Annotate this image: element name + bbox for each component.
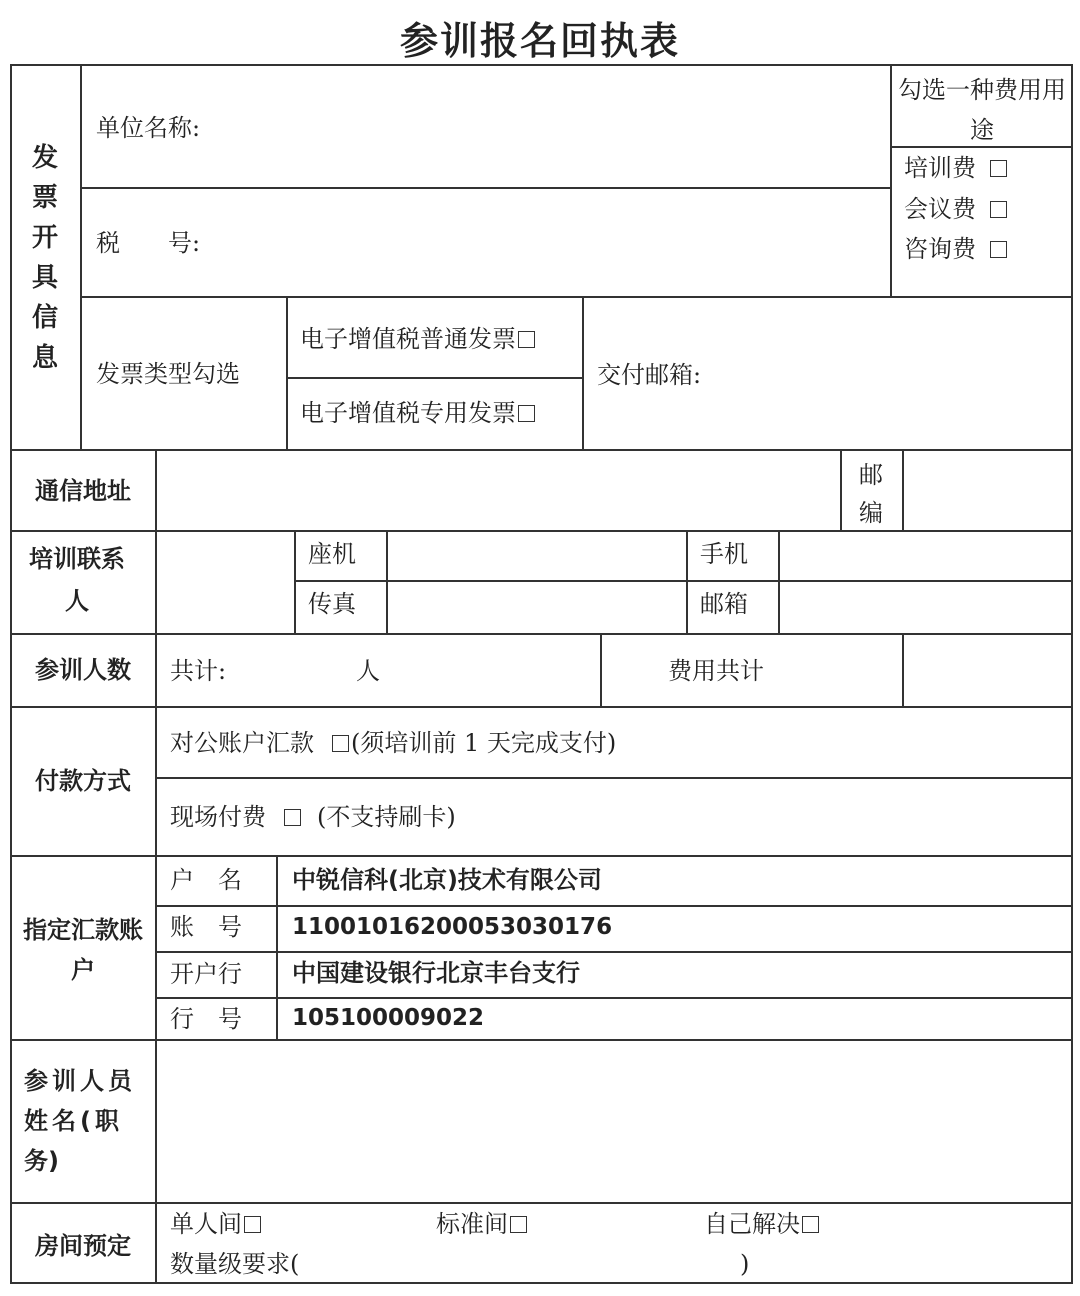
- divider: [10, 855, 1073, 857]
- account-key: 账 号: [170, 913, 242, 941]
- attendee-label-line: 务): [24, 1147, 59, 1175]
- checkbox-icon[interactable]: [332, 735, 349, 752]
- checkbox-icon[interactable]: [244, 1216, 261, 1233]
- divider: [294, 530, 296, 634]
- account-key: 户 名: [170, 866, 242, 894]
- divider: [80, 64, 82, 450]
- address-label: 通信地址: [35, 477, 131, 505]
- divider: [286, 296, 288, 450]
- checkbox-icon[interactable]: [990, 241, 1007, 258]
- fee-option-meeting[interactable]: 会议费: [904, 195, 1007, 224]
- divider: [80, 296, 1073, 298]
- payment-method-label: 付款方式: [35, 767, 131, 795]
- total-label: 共计:: [170, 657, 227, 685]
- divider: [155, 449, 157, 1284]
- divider: [80, 187, 890, 189]
- divider: [386, 530, 388, 634]
- fee-total-label: 费用共计: [668, 657, 764, 685]
- participant-count-label: 参训人数: [35, 656, 131, 684]
- divider: [276, 855, 278, 1040]
- divider: [155, 905, 1073, 907]
- person-unit: 人: [356, 657, 380, 685]
- invoice-section-label: 发票开具信息: [31, 143, 58, 373]
- divider: [10, 706, 1073, 708]
- divider: [10, 449, 1073, 451]
- attendee-label-line: 参训人员: [24, 1067, 136, 1095]
- account-value: 中国建设银行北京丰台支行: [292, 959, 580, 987]
- page-title: 参训报名回执表: [399, 19, 680, 63]
- account-value: 中锐信科(北京)技术有限公司: [292, 866, 602, 894]
- room-self[interactable]: 自己解决: [704, 1210, 819, 1239]
- divider: [10, 633, 1073, 635]
- account-key: 开户行: [170, 960, 242, 988]
- divider: [10, 530, 1073, 532]
- invoice-type-special[interactable]: 电子增值税专用发票: [300, 399, 535, 428]
- account-key: 行 号: [170, 1005, 242, 1033]
- invoice-type-label: 发票类型勾选: [96, 360, 240, 388]
- invoice-type-normal[interactable]: 电子增值税普通发票: [300, 325, 535, 354]
- fee-use-heading: 勾选一种费用用途: [898, 76, 1066, 144]
- quantity-requirement-label: 数量级要求(: [170, 1250, 300, 1278]
- divider: [155, 777, 1073, 779]
- divider: [840, 449, 842, 531]
- landline-label: 座机: [308, 540, 356, 568]
- divider: [155, 951, 1073, 953]
- delivery-email-label: 交付邮箱:: [597, 361, 702, 389]
- fee-option-consulting[interactable]: 咨询费: [904, 235, 1007, 264]
- email-label: 邮箱: [700, 590, 748, 618]
- quantity-requirement-close: ): [740, 1250, 750, 1278]
- checkbox-icon[interactable]: [518, 405, 535, 422]
- divider: [686, 530, 688, 634]
- checkbox-icon[interactable]: [802, 1216, 819, 1233]
- checkbox-icon[interactable]: [518, 331, 535, 348]
- checkbox-icon[interactable]: [284, 809, 301, 826]
- room-standard[interactable]: 标准间: [436, 1210, 527, 1239]
- fee-option-training[interactable]: 培训费: [904, 154, 1007, 183]
- account-label: 指定汇款账户: [23, 916, 143, 984]
- unit-name-label: 单位名称:: [96, 114, 201, 142]
- account-value: 105100009022: [292, 1005, 485, 1031]
- divider: [582, 296, 584, 450]
- postcode-label: 邮编: [859, 461, 883, 527]
- divider: [10, 1202, 1073, 1204]
- payment-option-transfer[interactable]: 对公账户汇款 (须培训前 1 天完成支付): [170, 729, 617, 757]
- divider: [155, 997, 1073, 999]
- divider: [902, 449, 904, 531]
- divider: [778, 530, 780, 634]
- checkbox-icon[interactable]: [510, 1216, 527, 1233]
- mobile-label: 手机: [700, 540, 748, 568]
- room-booking-label: 房间预定: [35, 1232, 131, 1260]
- payment-option-onsite[interactable]: 现场付费 (不支持刷卡): [170, 803, 456, 831]
- attendee-label-line: 姓名(职: [24, 1107, 123, 1135]
- checkbox-icon[interactable]: [990, 160, 1007, 177]
- room-single[interactable]: 单人间: [170, 1210, 261, 1239]
- divider: [286, 377, 582, 379]
- contact-label: 培训联系人: [29, 545, 125, 615]
- fax-label: 传真: [308, 590, 356, 618]
- divider: [10, 1039, 1073, 1041]
- checkbox-icon[interactable]: [990, 201, 1007, 218]
- divider: [902, 633, 904, 707]
- divider: [600, 633, 602, 707]
- account-value: 11001016200053030176: [292, 914, 613, 940]
- tax-number-label: 税 号:: [96, 229, 201, 257]
- divider: [294, 580, 1073, 582]
